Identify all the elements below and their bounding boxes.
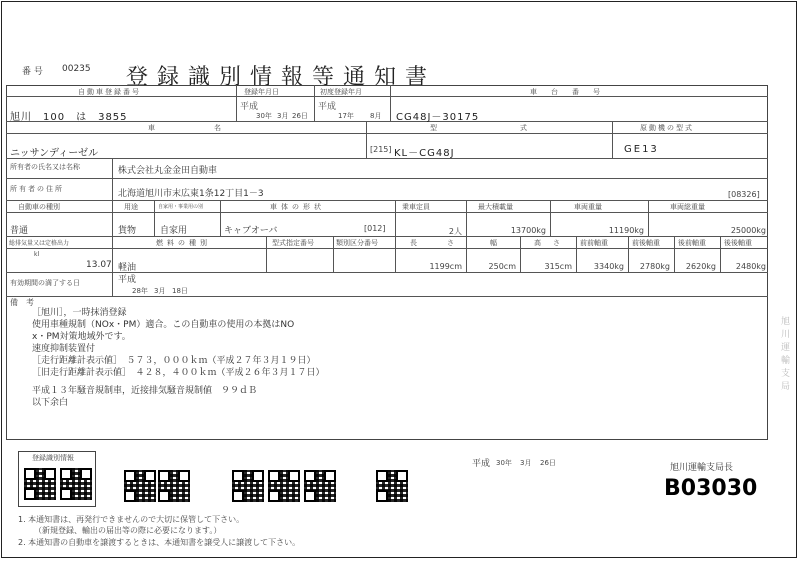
capacity-label: 乗車定員 bbox=[402, 203, 430, 211]
body-code: [012] bbox=[364, 224, 386, 233]
displacement: 13.07 bbox=[86, 260, 112, 270]
remark-line: 速度抑制装置付 bbox=[32, 344, 96, 354]
length: 1199cm bbox=[429, 262, 462, 271]
qr-code bbox=[232, 470, 264, 502]
reg-no-label: 自動車登録番号 bbox=[78, 88, 141, 96]
gross-weight-label: 車両総重量 bbox=[670, 203, 705, 211]
qr-code bbox=[268, 470, 300, 502]
type-approval-label: 型式指定番号 bbox=[272, 239, 314, 247]
capacity: 2人 bbox=[448, 227, 462, 236]
expiry-day: 18日 bbox=[172, 287, 188, 295]
first-reg-label: 初度登録年月 bbox=[320, 88, 362, 96]
front-front-axle: 3340kg bbox=[593, 262, 624, 271]
issuing-office: 旭川運輸支局長 bbox=[670, 463, 734, 473]
registration-number: 旭川 100 は 3855 bbox=[10, 112, 128, 123]
document-title: 登録識別情報等通知書 bbox=[126, 65, 437, 90]
issue-month: 3月 bbox=[520, 459, 532, 467]
max-load-label: 最大積載量 bbox=[478, 203, 513, 211]
height-label: 高さ bbox=[534, 239, 572, 247]
private-business: 自家用 bbox=[160, 226, 188, 236]
engine-model-label: 原動機の型式 bbox=[640, 124, 694, 132]
front-rear-axle-label: 前後軸重 bbox=[632, 239, 660, 247]
body-shape: キャブオーバ bbox=[224, 226, 278, 236]
reg-day: 26日 bbox=[292, 112, 308, 120]
rear-front-axle-label: 後前軸重 bbox=[678, 239, 706, 247]
remark-line: 使用車種規制（NOx・PM）適合。この自動車の使用の本拠はNO bbox=[32, 320, 295, 330]
width: 250cm bbox=[488, 262, 516, 271]
height: 315cm bbox=[544, 262, 572, 271]
issue-day: 26日 bbox=[540, 459, 556, 467]
qr-code bbox=[304, 470, 336, 502]
width-label: 幅 bbox=[490, 239, 497, 247]
document-number: 00235 bbox=[62, 64, 91, 74]
kind-label: 自動車の種別 bbox=[18, 203, 60, 211]
class-label: 類別区分番号 bbox=[336, 239, 378, 247]
chassis-number: CG48J－30175 bbox=[396, 112, 480, 123]
qr-code bbox=[60, 468, 92, 500]
owner-label: 所有者の氏名又は名称 bbox=[10, 163, 80, 171]
reg-era: 平成 bbox=[240, 102, 259, 112]
qr-label: 登録識別情報 bbox=[32, 454, 74, 462]
remark-line: ［旧走行距離計表示値］ ４２８，４００ｋｍ（平成２６年３月１７日） bbox=[32, 368, 325, 378]
vehicle-weight: 11190kg bbox=[608, 226, 644, 235]
gross-weight: 25000kg bbox=[730, 226, 766, 235]
qr-code bbox=[158, 470, 190, 502]
side-watermark: 旭川運輸支局 bbox=[779, 316, 789, 394]
note-1: 1. 本通知書は、再発行できませんので大切に保管して下さい。 bbox=[18, 515, 245, 524]
reg-date-label: 登録年月日 bbox=[244, 88, 279, 96]
length-label: 長さ bbox=[410, 239, 484, 247]
remark-line: 以下余白 bbox=[32, 398, 69, 408]
body-shape-label: 車体の形状 bbox=[270, 203, 325, 211]
note-1b: （新規登録、輸出の届出等の際に必要になります。） bbox=[34, 526, 222, 535]
remark-line: ［走行距離計表示値］ ５７３，０００ｋｍ（平成２７年３月１９日） bbox=[32, 356, 316, 366]
fuel-label: 燃料の種別 bbox=[156, 239, 211, 247]
expiry-label: 有効期間の満了する日 bbox=[10, 279, 80, 287]
rear-front-axle: 2620kg bbox=[685, 262, 716, 271]
model-code: [215] bbox=[370, 145, 392, 154]
remarks-label: 備 考 bbox=[10, 298, 34, 307]
qr-code bbox=[376, 470, 408, 502]
owner-address: 北海道旭川市末広東1条12丁目1－3 bbox=[118, 189, 264, 199]
address-label: 所有者の住所 bbox=[10, 185, 64, 193]
displacement-label: 総排気量又は定格出力 bbox=[9, 240, 70, 247]
displacement-unit: kl bbox=[34, 251, 40, 258]
front-rear-axle: 2780kg bbox=[639, 262, 670, 271]
front-front-axle-label: 前前軸重 bbox=[580, 239, 608, 247]
vehicle-use: 貨物 bbox=[118, 226, 137, 236]
vehicle-name: ニッサンディーゼル bbox=[10, 148, 99, 159]
use-sub-label: 自家用・事業用の別 bbox=[158, 204, 204, 210]
note-2: 2. 本通知書の自動車を譲渡するときは、本通知書を譲受人に譲渡して下さい。 bbox=[18, 538, 301, 547]
engine-model: GE13 bbox=[624, 144, 659, 155]
qr-code bbox=[124, 470, 156, 502]
expiry-month: 3月 bbox=[154, 287, 166, 295]
rear-rear-axle: 2480kg bbox=[735, 262, 766, 271]
rear-rear-axle-label: 後後軸重 bbox=[724, 239, 752, 247]
address-code: [08326] bbox=[728, 190, 760, 199]
model: KL－CG48J bbox=[394, 148, 455, 159]
remark-line: x・PM対策地域外です。 bbox=[32, 332, 131, 342]
expiry-year: 28年 bbox=[132, 287, 148, 295]
remark-line: 平成１３年騒音規制車，近接排気騒音規制値 ９９ｄＢ bbox=[32, 386, 258, 396]
max-load: 13700kg bbox=[510, 226, 546, 235]
issue-year: 30年 bbox=[496, 459, 512, 467]
vehicle-kind: 普通 bbox=[10, 226, 29, 236]
document-code: B03030 bbox=[664, 476, 758, 501]
chassis-label: 車台番号 bbox=[530, 88, 614, 96]
issue-era: 平成 bbox=[472, 459, 491, 469]
reg-year: 30年 bbox=[256, 112, 272, 120]
reg-month: 3月 bbox=[277, 112, 289, 120]
number-label: 番 号 bbox=[22, 67, 43, 77]
vehicle-weight-label: 車両重量 bbox=[574, 203, 602, 211]
first-reg-year: 17年 bbox=[338, 112, 354, 120]
use-label: 用途 bbox=[124, 203, 138, 211]
model-label: 型 式 bbox=[430, 124, 535, 132]
qr-code bbox=[24, 468, 56, 500]
expiry-era: 平成 bbox=[118, 275, 137, 285]
remark-line: ［旭川］，一時抹消登録 bbox=[32, 308, 127, 318]
first-reg-month: 8月 bbox=[370, 112, 382, 120]
first-reg-era: 平成 bbox=[318, 102, 337, 112]
owner-name: 株式会社丸金金田自動車 bbox=[118, 166, 218, 176]
vehicle-name-label: 車 名 bbox=[148, 124, 225, 132]
fuel-type: 軽油 bbox=[118, 263, 137, 273]
